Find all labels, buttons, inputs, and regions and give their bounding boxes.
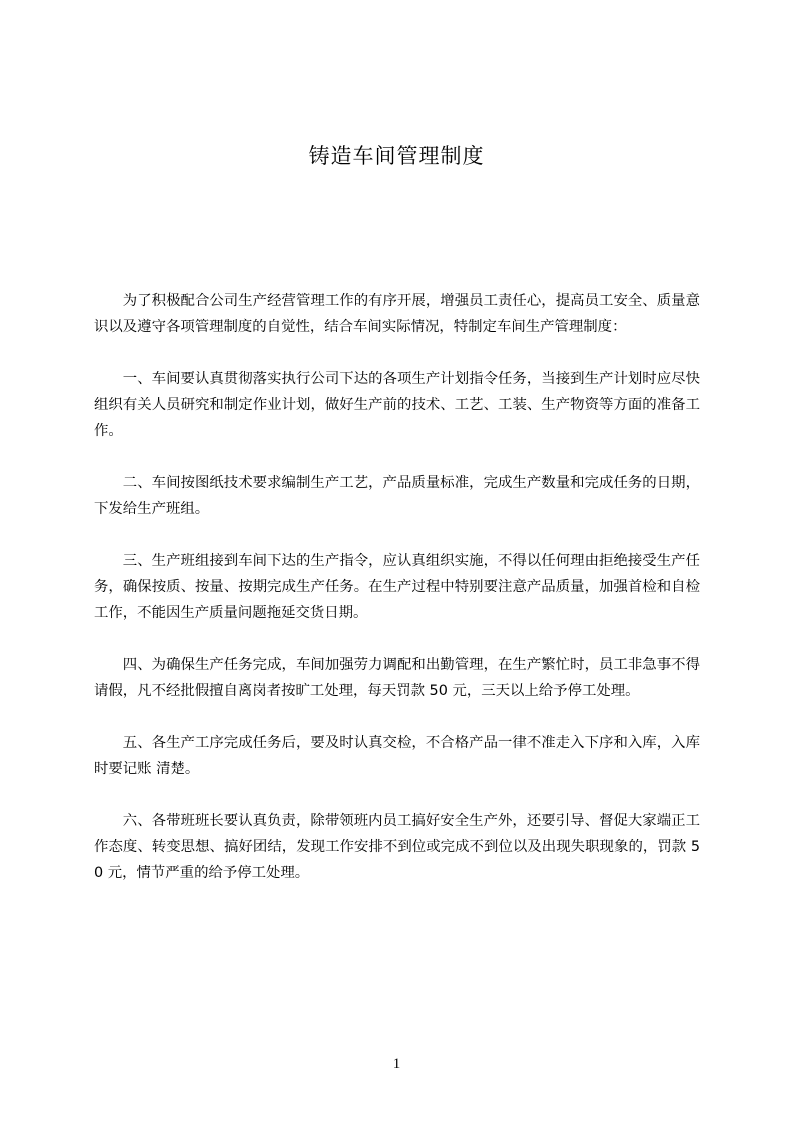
rule-paragraph-6: 六、各带班班长要认真负责，除带领班内员工搞好安全生产外，还要引导、督促大家端正工作态度、转变思想、搞好团结，发现工作安排不到位或完成不到位以及出现失职现象的，罚款 50 元，情节严重的给予停工处理。 xyxy=(94,813,700,881)
rule-paragraph-2: 二、车间按图纸技术要求编制生产工艺，产品质量标准，完成生产数量和完成任务的日期，下发给生产班组。 xyxy=(94,475,700,517)
rule-paragraph-5: 五、各生产工序完成任务后，要及时认真交检，不合格产品一律不准走入下序和入库，入库时要记账 清楚。 xyxy=(94,735,700,777)
rule-paragraph-3: 三、生产班组接到车间下达的生产指令，应认真组织实施，不得以任何理由拒绝接受生产任务，确保按质、按量、按期完成生产任务。在生产过程中特别要注意产品质量，加强首检和自检工作，不能因生产质量问题拖延交货日期。 xyxy=(94,553,700,621)
document-title: 铸造车间管理制度 xyxy=(308,144,485,168)
intro-paragraph: 为了积极配合公司生产经营管理工作的有序开展，增强员工责任心，提高员工安全、质量意识以及遵守各项管理制度的自觉性，结合车间实际情况，特制定车间生产管理制度： xyxy=(94,293,700,335)
document-body xyxy=(94,288,700,912)
rule-paragraph-1: 一、车间要认真贯彻落实执行公司下达的各项生产计划指令任务，当接到生产计划时应尽快组织有关人员研究和制定作业计划，做好生产前的技术、工艺、工装、生产物资等方面的准备工作。 xyxy=(94,371,700,439)
page-number: 1 xyxy=(392,1056,401,1072)
rule-paragraph-4: 四、为确保生产任务完成，车间加强劳力调配和出勤管理，在生产繁忙时，员工非急事不得请假，凡不经批假擅自离岗者按旷工处理，每天罚款 50 元，三天以上给予停工处理。 xyxy=(94,657,700,699)
